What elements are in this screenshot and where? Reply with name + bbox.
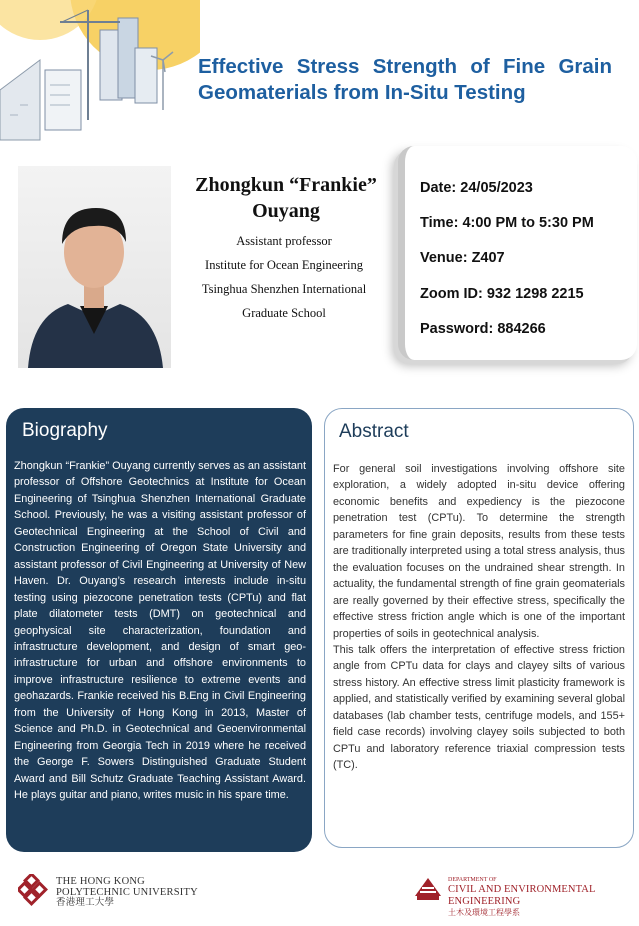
polyu-name-line: THE HONG KONG — [56, 876, 145, 887]
biography-text: Zhongkun “Frankie” Ouyang currently serves as an assistant professor of Offshore Geotechnics at Institute for Ocean Engineering of Tsinghua Shenzhen International Graduate School. Previously, he was a visiting assistant professor of Geotechnical Engineering at the School of Civil and Construction Engineering of Oregon State University and assistant professor of Civil Engineering at University of New Haven. Dr. Ouyang’s research interests include in-situ testing using piezocone penetration tests (CPTu) and flat plate dilatometer tests (DMT) on geotechnical and geophysical site characterization, foundation and infrastructure development, and design of smart geo-infrastructure for urban and offshore environments to improve infrastructure resilience to extreme events and geohazards. Frankie received his B.Eng in Civil Engineering from the University of Hong Kong in 2013, Master of Science and Ph.D. in Geotechnical and Geoenvironmental Engineering from Georgia Tech in 2019 where he received the George F. Sowers Distinguished Graduate Student Award and Bill Schutz Graduate Teaching Assistant Award. He plays guitar and piano, writes music in his spare time. — [14, 460, 306, 802]
polyu-emblem-icon — [18, 874, 50, 906]
event-venue: Venue: Z407 — [420, 250, 505, 266]
cee-department-name: CIVIL AND ENVIRONMENTAL ENGINEERING — [448, 884, 596, 907]
biography-heading: Biography — [22, 420, 108, 441]
cee-chinese-name: 土木及環境工程學系 — [448, 908, 520, 917]
polyu-logo — [18, 872, 218, 912]
biography-panel — [6, 408, 312, 852]
city-illustration — [0, 0, 200, 150]
cee-emblem-icon — [412, 874, 444, 906]
speaker-affiliation: Tsinghua Shenzhen International — [201, 282, 367, 296]
speaker-name: Zhongkun “Frankie” Ouyang — [195, 174, 377, 222]
abstract-text — [333, 461, 625, 774]
event-password: Password: 884266 — [420, 321, 546, 337]
speaker-details — [176, 229, 392, 325]
abstract-panel — [324, 408, 634, 848]
event-zoom-id: Zoom ID: 932 1298 2215 — [420, 286, 584, 302]
talk-title: Effective Stress Strength of Fine Grain Geomaterials from In-Situ Testing — [198, 55, 612, 104]
speaker-affiliation: Institute for Ocean Engineering — [205, 258, 363, 272]
abstract-heading: Abstract — [339, 421, 409, 442]
polyu-chinese-name: 香港理工大學 — [56, 898, 115, 908]
event-date: Date: 24/05/2023 — [420, 180, 533, 196]
event-time: Time: 4:00 PM to 5:30 PM — [420, 215, 594, 231]
abstract-paragraph: For general soil investigations involving offshore site exploration, a widely adopted in-situ device offering economic benefits and expediency is the piezocone penetration test (CPTu). To determine the strength parameters for fine grain deposits, results from these tests are traditionally interpreted using a total stress analysis, thus the evaluation focuses on the undrained shear strength. In actuality, the fundamental strength of fine grain geomaterials are really governed by their effective stress, specifically the effective stress friction angle which is one of the important properties of soils in geotechnical analysis. — [333, 463, 625, 640]
abstract-paragraph: This talk offers the interpretation of effective stress friction angle from CPTu data for clays and clayey silts of various stress history. An effective stress limit plasticity framework is applied, and statistically verified by examining several global databases (lab chamber tests, centrifuge models, and 155+ field case records) involving clayey soils subjected to both CPTu and laboratory reference triaxial compression tests (TC). — [333, 643, 625, 772]
speaker-photo — [18, 166, 171, 368]
polyu-name-line: POLYTECHNIC UNIVERSITY — [56, 887, 198, 898]
cee-department-logo — [412, 872, 632, 917]
speaker-affiliation: Graduate School — [242, 306, 326, 320]
event-details-card — [398, 146, 637, 360]
speaker-position: Assistant professor — [236, 234, 332, 248]
cee-department-label: DEPARTMENT OF — [448, 877, 497, 883]
